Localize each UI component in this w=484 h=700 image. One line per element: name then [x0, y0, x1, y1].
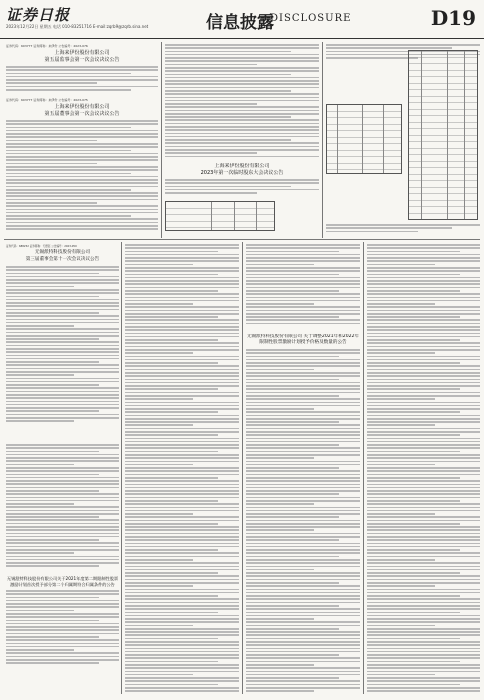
newspaper-logo: 证券日报 [6, 6, 71, 24]
data-table [326, 104, 402, 174]
announcement-footer [326, 224, 480, 234]
announcement-incentive-tables [326, 44, 480, 239]
column-divider [322, 42, 323, 238]
announcement-body-continued [6, 444, 119, 574]
announcement-title: 上海来伊份股份有限公司 第五届监事会第一次会议决议公告 [44, 50, 120, 63]
announcement-text-column [367, 244, 480, 694]
announcement-body [246, 349, 360, 694]
announcement-title: 上海来伊份股份有限公司 第五届董事会第一次会议决议公告 [44, 104, 120, 117]
column-divider [161, 42, 162, 238]
announcement-title: 无锡派特科技股份有限公司关于2021年度第二期限制性股票激励计划首次授予部分第二个归属期符合归属条件的公告 [6, 576, 119, 587]
announcement-title: 上海来伊份股份有限公司 2023年第一次临时股东大会决议公告 [200, 163, 284, 176]
masthead [0, 0, 484, 39]
announcement-body [6, 590, 119, 664]
announcement-supervisors-meeting [6, 44, 158, 104]
page-number: D19 [430, 6, 476, 30]
announcement-shareholders-meeting [165, 163, 319, 239]
announcement-text-column [246, 244, 360, 332]
column-divider [242, 242, 243, 694]
announcement-vesting-conditions [6, 576, 119, 694]
announcement-body [6, 266, 119, 422]
announcement-continued [165, 44, 319, 164]
voting-table [165, 201, 275, 231]
announcement-body [165, 179, 319, 194]
announcement-price-adjustment [246, 334, 360, 694]
announcement-body [6, 120, 158, 230]
section-title: 信息披露 [206, 13, 274, 33]
section-divider [4, 239, 480, 240]
data-table [408, 50, 478, 220]
announcement-title: 无锡派特科技股份有限公司 第三届董事会第十一次会议决议公告 [25, 250, 100, 262]
stock-code-line: 证券代码：603777 证券简称：来伊份 公告编号：2023-075 [6, 98, 88, 102]
announcement-body [6, 66, 158, 91]
announcement-text-column [125, 244, 239, 694]
section-title-english: DISCLOSURE [270, 13, 352, 24]
column-divider [363, 242, 364, 694]
announcement-title: 无锡派特科技股份有限公司 关于调整2021年和2022年限制性股票激励计划授予价格及数量的公告 [246, 334, 360, 345]
stock-code-line: 证券代码：688252 证券简称：天德钰 公告编号：2023-050 [6, 245, 77, 248]
masthead-info: 2023年12月22日 星期五 电话 010-83251716 E-mail:zqrb9@zqrb.sina.net [6, 24, 149, 29]
announcement-board-meeting [6, 98, 158, 238]
stock-code-line: 证券代码：603777 证券简称：来伊份 公告编号：2023-076 [6, 44, 88, 48]
column-divider [121, 242, 122, 694]
announcement-pate-board-meeting [6, 244, 119, 444]
